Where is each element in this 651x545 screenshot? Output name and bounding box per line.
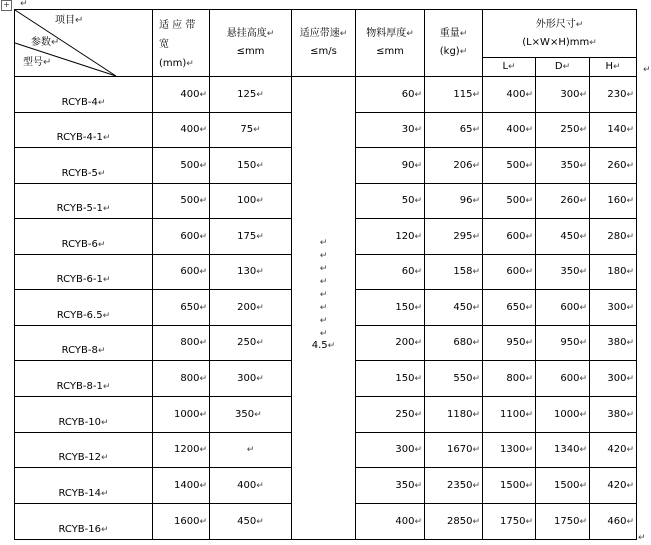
weight-cell: 680↵: [425, 326, 483, 361]
height-cell: 250↵: [210, 326, 292, 361]
dim-h-cell: 380↵: [590, 326, 637, 361]
dim-h-cell: 160↵: [590, 184, 637, 219]
weight-cell: 295↵: [425, 219, 483, 255]
model-cell: RCYB-8↵: [15, 326, 153, 361]
model-cell: RCYB-16↵: [15, 504, 153, 540]
header-dim-l: L↵: [483, 58, 536, 77]
thickness-cell: 50↵: [356, 184, 425, 219]
belt-width-cell: 500↵: [153, 184, 210, 219]
corner-item-label: 项目↵: [55, 15, 84, 26]
header-dim-h: H↵: [590, 58, 637, 77]
thickness-cell: 200↵: [356, 326, 425, 361]
dim-l-cell: 400↵: [483, 77, 536, 113]
weight-cell: 65↵: [425, 113, 483, 148]
model-cell: RCYB-6↵: [15, 219, 153, 255]
dim-l-cell: 500↵: [483, 148, 536, 184]
weight-cell: 115↵: [425, 77, 483, 113]
row-end-mark-icon: ↵: [638, 533, 646, 543]
height-cell: 150↵: [210, 148, 292, 184]
dim-d-cell: 1500↵: [536, 468, 590, 504]
dim-l-cell: 1100↵: [483, 397, 536, 433]
speed-cell: ↵ ↵ ↵ ↵ ↵ ↵ ↵ ↵ 4.5↵: [292, 77, 356, 540]
dim-l-cell: 1300↵: [483, 433, 536, 468]
belt-width-cell: 1400↵: [153, 468, 210, 504]
model-cell: RCYB-5-1↵: [15, 184, 153, 219]
header-thickness: 物料厚度↵ ≤mm: [356, 10, 425, 77]
dim-d-cell: 600↵: [536, 361, 590, 397]
belt-width-cell: 800↵: [153, 326, 210, 361]
weight-cell: 2850↵: [425, 504, 483, 540]
header-dim-d: D↵: [536, 58, 590, 77]
weight-cell: 1180↵: [425, 397, 483, 433]
dim-h-cell: 180↵: [590, 255, 637, 290]
height-cell: 130↵: [210, 255, 292, 290]
corner-model-label: 型号↵: [23, 57, 52, 68]
dim-l-cell: 1750↵: [483, 504, 536, 540]
height-cell: 300↵: [210, 361, 292, 397]
dim-h-cell: 300↵: [590, 290, 637, 326]
dim-d-cell: 950↵: [536, 326, 590, 361]
weight-cell: 158↵: [425, 255, 483, 290]
dim-l-cell: 650↵: [483, 290, 536, 326]
header-weight: 重量↵ (kg)↵: [425, 10, 483, 77]
dim-h-cell: 140↵: [590, 113, 637, 148]
dim-d-cell: 1340↵: [536, 433, 590, 468]
weight-cell: 450↵: [425, 290, 483, 326]
belt-width-cell: 400↵: [153, 113, 210, 148]
height-cell: 350↵: [210, 397, 292, 433]
model-cell: RCYB-5↵: [15, 148, 153, 184]
dim-d-cell: 1000↵: [536, 397, 590, 433]
belt-width-cell: 1200↵: [153, 433, 210, 468]
model-cell: RCYB-10↵: [15, 397, 153, 433]
thickness-cell: 300↵: [356, 433, 425, 468]
dim-l-cell: 600↵: [483, 219, 536, 255]
model-cell: RCYB-6.5↵: [15, 290, 153, 326]
dim-l-cell: 800↵: [483, 361, 536, 397]
corner-param-label: 参数↵: [31, 37, 60, 48]
model-cell: RCYB-8-1↵: [15, 361, 153, 397]
thickness-cell: 250↵: [356, 397, 425, 433]
header-dimensions: 外形尺寸↵ (L×W×H)mm↵: [483, 10, 637, 58]
belt-width-cell: 1000↵: [153, 397, 210, 433]
model-cell: RCYB-12↵: [15, 433, 153, 468]
height-cell: 400↵: [210, 468, 292, 504]
model-cell: RCYB-4-1↵: [15, 113, 153, 148]
row-end-mark-icon: ↵: [643, 65, 651, 75]
dim-l-cell: 950↵: [483, 326, 536, 361]
dim-d-cell: 300↵: [536, 77, 590, 113]
belt-width-cell: 650↵: [153, 290, 210, 326]
height-cell: ↵: [210, 433, 292, 468]
height-cell: 175↵: [210, 219, 292, 255]
thickness-cell: 60↵: [356, 77, 425, 113]
dim-d-cell: 260↵: [536, 184, 590, 219]
table-row: [15, 77, 637, 113]
height-cell: 100↵: [210, 184, 292, 219]
weight-cell: 96↵: [425, 184, 483, 219]
thickness-cell: 30↵: [356, 113, 425, 148]
dim-d-cell: 600↵: [536, 290, 590, 326]
thickness-cell: 90↵: [356, 148, 425, 184]
thickness-cell: 150↵: [356, 361, 425, 397]
height-cell: 450↵: [210, 504, 292, 540]
weight-cell: 206↵: [425, 148, 483, 184]
header-corner-cell: [15, 10, 153, 77]
height-cell: 75↵: [210, 113, 292, 148]
dim-l-cell: 500↵: [483, 184, 536, 219]
weight-cell: 2350↵: [425, 468, 483, 504]
belt-width-cell: 600↵: [153, 255, 210, 290]
dim-d-cell: 350↵: [536, 148, 590, 184]
dim-h-cell: 460↵: [590, 504, 637, 540]
dim-h-cell: 420↵: [590, 468, 637, 504]
dim-l-cell: 600↵: [483, 255, 536, 290]
table-move-handle[interactable]: +: [1, 0, 12, 11]
height-cell: 200↵: [210, 290, 292, 326]
dim-h-cell: 260↵: [590, 148, 637, 184]
dim-l-cell: 400↵: [483, 113, 536, 148]
weight-cell: 1670↵: [425, 433, 483, 468]
belt-width-cell: 500↵: [153, 148, 210, 184]
thickness-cell: 150↵: [356, 290, 425, 326]
dim-h-cell: 300↵: [590, 361, 637, 397]
belt-width-cell: 400↵: [153, 77, 210, 113]
model-cell: RCYB-4↵: [15, 77, 153, 113]
spec-table: [14, 9, 637, 540]
dim-d-cell: 250↵: [536, 113, 590, 148]
weight-cell: 550↵: [425, 361, 483, 397]
header-speed: 适应带速↵ ≤m/s: [292, 10, 356, 77]
belt-width-cell: 1600↵: [153, 504, 210, 540]
thickness-cell: 350↵: [356, 468, 425, 504]
dim-h-cell: 420↵: [590, 433, 637, 468]
thickness-cell: 60↵: [356, 255, 425, 290]
dim-l-cell: 1500↵: [483, 468, 536, 504]
header-height: 悬挂高度↵ ≤mm: [210, 10, 292, 77]
model-cell: RCYB-6-1↵: [15, 255, 153, 290]
dim-h-cell: 380↵: [590, 397, 637, 433]
paragraph-mark-icon: ↵: [20, 0, 28, 9]
dim-d-cell: 350↵: [536, 255, 590, 290]
belt-width-cell: 800↵: [153, 361, 210, 397]
header-belt-width: 适 应 带 宽 (mm)↵: [153, 10, 210, 77]
thickness-cell: 120↵: [356, 219, 425, 255]
belt-width-cell: 600↵: [153, 219, 210, 255]
thickness-cell: 400↵: [356, 504, 425, 540]
model-cell: RCYB-14↵: [15, 468, 153, 504]
height-cell: 125↵: [210, 77, 292, 113]
dim-d-cell: 450↵: [536, 219, 590, 255]
dim-d-cell: 1750↵: [536, 504, 590, 540]
dim-h-cell: 280↵: [590, 219, 637, 255]
dim-h-cell: 230↵: [590, 77, 637, 113]
